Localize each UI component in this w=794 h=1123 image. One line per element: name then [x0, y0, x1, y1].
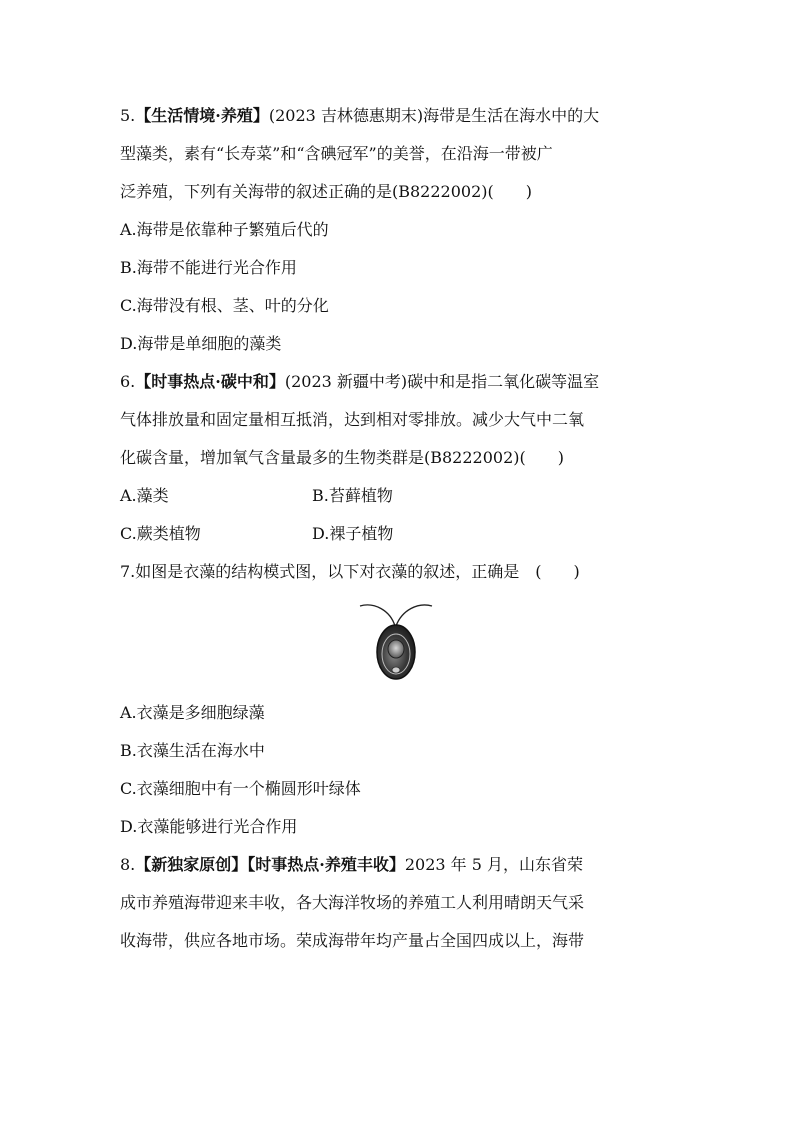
q7-option-a: A.衣藻是多细胞绿藻	[120, 703, 265, 722]
question-text: 2023 年 5 月，山东省荣	[404, 855, 584, 874]
q5-option-c: C.海带没有根、茎、叶的分化	[120, 296, 329, 315]
q6-option-c: C.蕨类植物	[120, 524, 201, 543]
left-flagellum	[360, 605, 395, 626]
question-tag: 【时事热点·养殖丰收】	[247, 855, 405, 874]
q5-stem-line-2: 型藻类，素有“长寿菜”和“含碘冠军”的美誉，在沿海一带被广	[120, 144, 553, 163]
q8-stem-line-3: 收海带，供应各地市场。荣成海带年均产量占全国四成以上，海带	[120, 931, 585, 950]
question-tag: 【新独家原创】	[135, 855, 248, 874]
question-text: 6.	[120, 372, 136, 391]
question-text: (2023 吉林德惠期末)海带是生活在海水中的大	[268, 106, 600, 125]
pyrenoid	[392, 667, 400, 673]
nucleus	[388, 640, 404, 658]
q6-options-row-1	[120, 486, 393, 506]
q6-option-b: B.苔藓植物	[312, 486, 393, 505]
question-text: 5.	[120, 106, 136, 125]
right-flagellum	[396, 605, 432, 626]
q6-option-d: D.裸子植物	[312, 524, 394, 543]
q6-option-a: A.藻类	[120, 486, 169, 505]
question-text: (2023 新疆中考)碳中和是指二氧化碳等温室	[284, 372, 600, 391]
q7-stem-line-1: 7.如图是衣藻的结构模式图，以下对衣藻的叙述，正确是 ( )	[120, 562, 580, 581]
q7-option-d: D.衣藻能够进行光合作用	[120, 817, 298, 836]
q7-option-b: B.衣藻生活在海水中	[120, 741, 265, 760]
q6-stem-line-3: 化碳含量，增加氧气含量最多的生物类群是(B8222002)( )	[120, 448, 564, 467]
q8-stem-line-2: 成市养殖海带迎来丰收，各大海洋牧场的养殖工人利用晴朗天气采	[120, 893, 585, 912]
q5-stem-line-3: 泛养殖，下列有关海带的叙述正确的是(B8222002)( )	[120, 182, 532, 201]
q5-stem-line-1	[120, 106, 599, 126]
question-text: 8.	[120, 855, 136, 874]
q6-options-row-2	[120, 524, 394, 544]
q5-option-a: A.海带是依靠种子繁殖后代的	[120, 220, 329, 239]
q5-option-d: D.海带是单细胞的藻类	[120, 334, 282, 353]
q5-option-b: B.海带不能进行光合作用	[120, 258, 297, 277]
q7-option-c: C.衣藻细胞中有一个椭圆形叶绿体	[120, 779, 361, 798]
question-tag: 【生活情境·养殖】	[135, 106, 269, 125]
question-tag: 【时事热点·碳中和】	[135, 372, 285, 391]
q6-stem-line-2: 气体排放量和固定量相互抵消，达到相对零排放。减少大气中二氧	[120, 410, 585, 429]
chlamydomonas-diagram	[352, 600, 438, 684]
q6-stem-line-1	[120, 372, 599, 392]
q8-stem-line-1	[120, 855, 583, 875]
